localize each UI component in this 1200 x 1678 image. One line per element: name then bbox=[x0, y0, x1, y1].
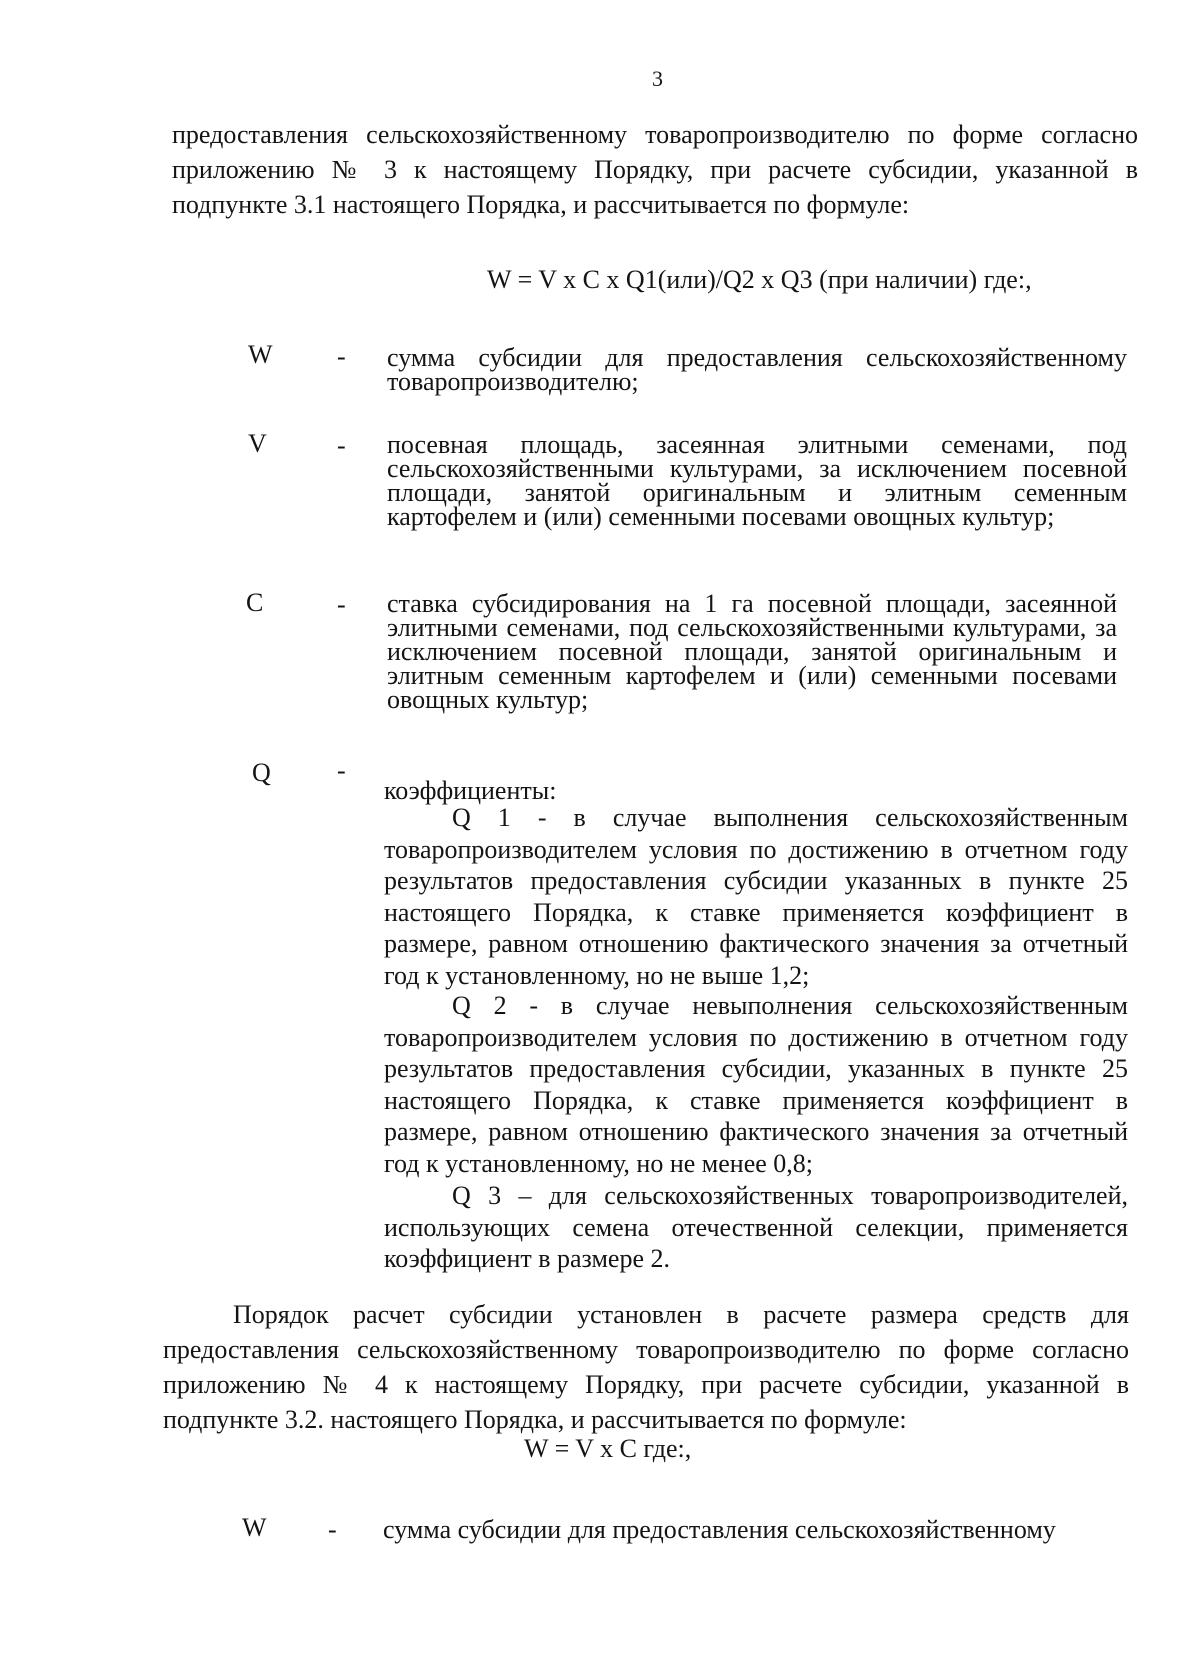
definition-dash: - bbox=[337, 590, 346, 619]
coefficient-q2: Q 2 - в случае невыполнения сельскохозяйственным товаропроизводителем условия по достижению в отчетном году результатов предоставления субсидии, указанных в пункте 25 настоящего Порядка, к ставке применяется коэффициент в размере, равном отношению фактического значения за отчетный год к установленному, но не менее 0,8; bbox=[384, 991, 1128, 1178]
definition-text: посевная площадь, засеянная элитными семенами, под сельскохозяйственными культурами, за исключением посевной площади, занятой оригинальным и элитным семенным картофелем и (или) семенными посевами овощных культур; bbox=[387, 430, 1127, 531]
definition-dash: - bbox=[337, 756, 346, 785]
definition-symbol: V bbox=[248, 429, 267, 458]
definition-symbol: C bbox=[246, 588, 264, 617]
coefficients-label: коэффициенты: bbox=[384, 776, 557, 805]
definition-text: сумма субсидии для предоставления сельскохозяйственному bbox=[383, 1515, 1056, 1544]
definition-symbol: W bbox=[242, 1513, 267, 1542]
intro-paragraph: предоставления сельскохозяйственному товаропроизводителю по форме согласно приложению № 3 к настоящему Порядку, при расчете субсидии, указанной в подпункте 3.1 настоящего Порядка, и рассчитывается по формуле: bbox=[172, 120, 1138, 219]
formula-2: W = V x C где:, bbox=[524, 1434, 692, 1463]
formula-1: W = V x C x Q1(или)/Q2 x Q3 (при наличии) где:, bbox=[487, 265, 1032, 294]
page-number: 3 bbox=[652, 66, 663, 91]
definition-symbol: Q bbox=[252, 758, 271, 787]
coefficient-q1: Q 1 - в случае выполнения сельскохозяйственным товаропроизводителем условия по достижению в отчетном году результатов предоставления субсидии указанных в пункте 25 настоящего Порядка, к ставке применяется коэффициент в размере, равном отношению фактического значения за отчетный год к установленному, но не выше 1,2; bbox=[384, 803, 1128, 990]
coefficient-q3: Q 3 – для сельскохозяйственных товаропроизводителей, использующих семена отечественной селекции, применяется коэффициент в размере 2. bbox=[384, 1181, 1128, 1273]
second-paragraph: Порядок расчет субсидии установлен в расчете размера средств для предоставления сельскохозяйственному товаропроизводителю по форме согласно приложению № 4 к настоящему Порядку, при расчете субсидии, указанной в подпункте 3.2. настоящего Порядка, и рассчитывается по формуле: bbox=[163, 1300, 1129, 1434]
definition-dash: - bbox=[328, 1515, 337, 1544]
definition-text: сумма субсидии для предоставления сельскохозяйственному товаропроизводителю; bbox=[387, 343, 1127, 396]
definition-text: ставка субсидирования на 1 га посевной площади, засеянной элитными семенами, под сельскохозяйственными культурами, за исключением посевной площади, занятой оригинальным и элитным семенным картофелем и (или) семенными посевами овощных культур; bbox=[387, 589, 1117, 714]
definition-symbol: W bbox=[248, 340, 273, 369]
definition-dash: - bbox=[337, 431, 346, 460]
definition-dash: - bbox=[337, 342, 346, 371]
